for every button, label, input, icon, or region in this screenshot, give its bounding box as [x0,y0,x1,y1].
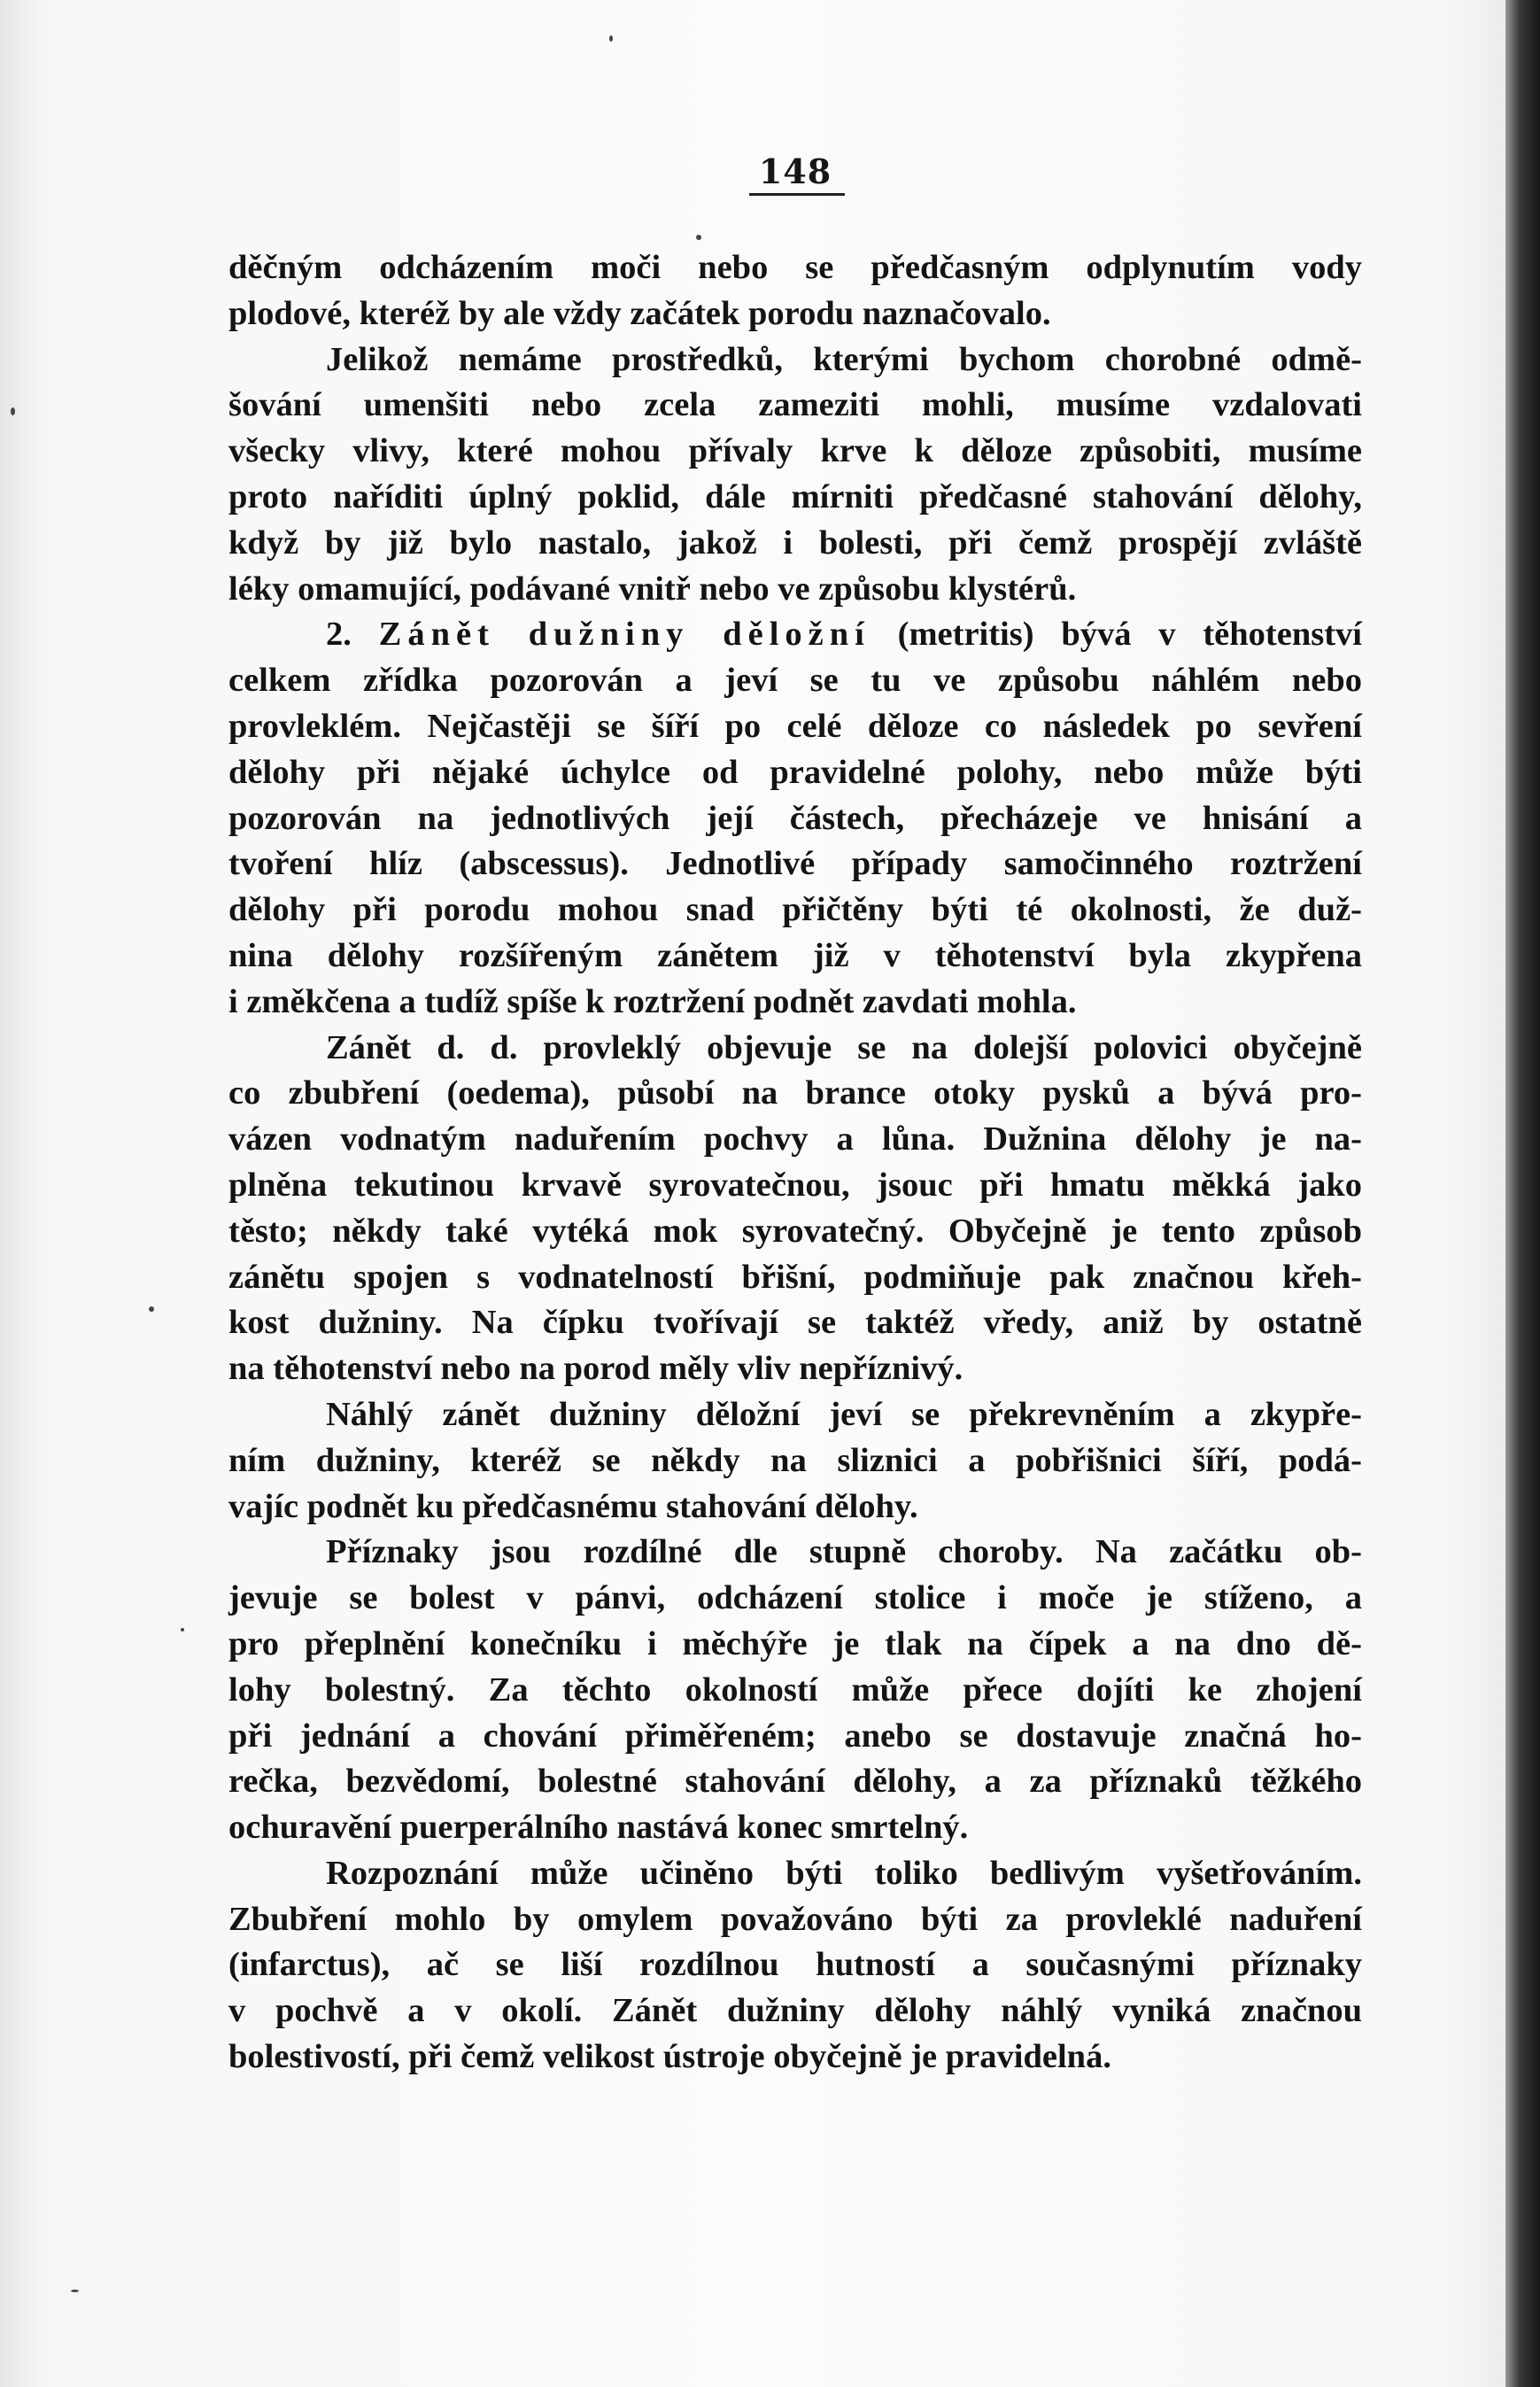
scan-speck [149,1306,154,1312]
text-line: Zánět d. d. provleklý objevuje se na dolejší polovici obyčejně [326,1028,1362,1066]
scan-speck [696,235,701,240]
text-line: Příznaky jsou rozdílné dle stupně choroby. Na začátku ob- [326,1533,1362,1571]
text-line: provleklém. Nejčastěji se šíří po celé děloze co následek po sevření [228,707,1362,745]
text-line: pro přeplnění konečníku i měchýře je tlak na čípek a na dno dě- [228,1624,1362,1662]
text-line: tvoření hlíz (abscessus). Jednotlivé případy samočinného roztržení [228,845,1362,883]
text-line: když by již bylo nastalo, jakož i bolesti, při čemž prospějí zvláště [228,523,1362,562]
text-line: vajíc podnět ku předčasnému stahování dělohy. [228,1487,918,1525]
section-heading-continuation: (metritis) bývá v těhotenství [897,616,1362,654]
text-line: dělohy při porodu mohou snad přičtěny býti té okolnosti, že duž- [228,891,1362,929]
text-line: Rozpoznání může učiněno býti toliko bedlivým vyšetřováním. [326,1854,1362,1892]
text-line: bolestivostí, při čemž velikost ústroje obyčejně je pravidelná. [228,2038,1111,2076]
text-line: lohy bolestný. Za těchto okolností může přece dojíti ke zhojení [228,1670,1362,1709]
scan-speck [71,2290,79,2292]
text-line: rečka, bezvědomí, bolestné stahování dělohy, a za příznaků těžkého [228,1763,1362,1801]
text-line: v pochvě a v okolí. Zánět dužniny dělohy náhlý vyniká značnou [228,1992,1362,2030]
text-line: plněna tekutinou krvavě syrovatečnou, jsouc při hmatu měkká jako [228,1166,1362,1204]
text-line-section-heading [228,612,1362,658]
text-line: všecky vlivy, které mohou přívaly krve k děloze způsobiti, musíme [228,432,1362,470]
text-line: celkem zřídka pozorován a jeví se tu ve způsobu náhlém nebo [228,662,1362,700]
text-line: děčným odcházením moči nebo se předčasným odplynutím vody [228,249,1362,286]
scan-speck [11,407,15,415]
text-line: zánětu spojen s vodnatelností břišní, podmiňuje pak značnou křeh- [228,1258,1362,1296]
section-number: 2. [326,616,352,654]
text-line: léky omamující, podávané vnitř nebo ve způsobu klystérů. [228,570,1077,608]
scan-dark-edge [1505,0,1540,2387]
text-line: plodové, kteréž by ale vždy začátek porodu naznačovalo. [228,294,1051,332]
page-number: 148 [758,151,832,191]
text-line: vázen vodnatým naduřením pochvy a lůna. Dužnina dělohy je na- [228,1120,1362,1159]
text-line: dělohy při nějaké úchylce od pravidelné polohy, nebo může býti [228,753,1362,791]
text-line: pozorován na jednotlivých její částech, přecházeje ve hnisání a [228,799,1362,837]
body-text [228,245,1362,2081]
text-line: nina dělohy rozšířeným zánětem již v těhotenství byla zkypřena [228,936,1362,974]
text-line: co zbubření (oedema), působí na brance otoky pysků a bývá pro- [228,1074,1362,1112]
text-line: Zbubření mohlo by omylem považováno býti za provleklé naduření [228,1900,1362,1938]
text-line: i změkčena a tudíž spíše k roztržení podnět zavdati mohla. [228,982,1077,1020]
text-line: těsto; někdy také vytéká mok syrovatečný. Obyčejně je tento způsob [228,1212,1362,1250]
text-line: Náhlý zánět dužniny děložní jeví se překrevněním a zkypře- [326,1395,1362,1433]
text-line: (infarctus), ač se liší rozdílnou hutností a současnými příznaky [228,1946,1362,1984]
text-line: šování umenšiti nebo zcela zameziti mohli, musíme vzdalovati [228,386,1362,424]
text-line: ochuravění puerperálního nastává konec smrtelný. [228,1809,969,1847]
text-line: Jelikož nemáme prostředků, kterými bychom chorobné odmě- [326,340,1362,378]
scan-speck [181,1628,184,1631]
page-number-underline [749,193,845,196]
text-line: kost dužniny. Na čípku tvořívají se taktéž vředy, aniž by ostatně [228,1304,1362,1342]
text-line: jevuje se bolest v pánvi, odcházení stolice i moče je stíženo, a [228,1579,1362,1617]
text-line: proto naříditi úplný poklid, dále mírniti předčasné stahování dělohy, [228,477,1362,515]
text-line: při jednání a chování přiměřeném; anebo se dostavuje značná ho- [228,1717,1362,1755]
section-heading: Zánět dužniny děložní [378,616,871,654]
text-line: ním dužniny, kteréž se někdy na sliznici a pobřišnici šíří, podá- [228,1441,1362,1479]
text-line: na těhotenství nebo na porod měly vliv nepříznivý. [228,1350,963,1388]
scan-speck [609,35,613,42]
